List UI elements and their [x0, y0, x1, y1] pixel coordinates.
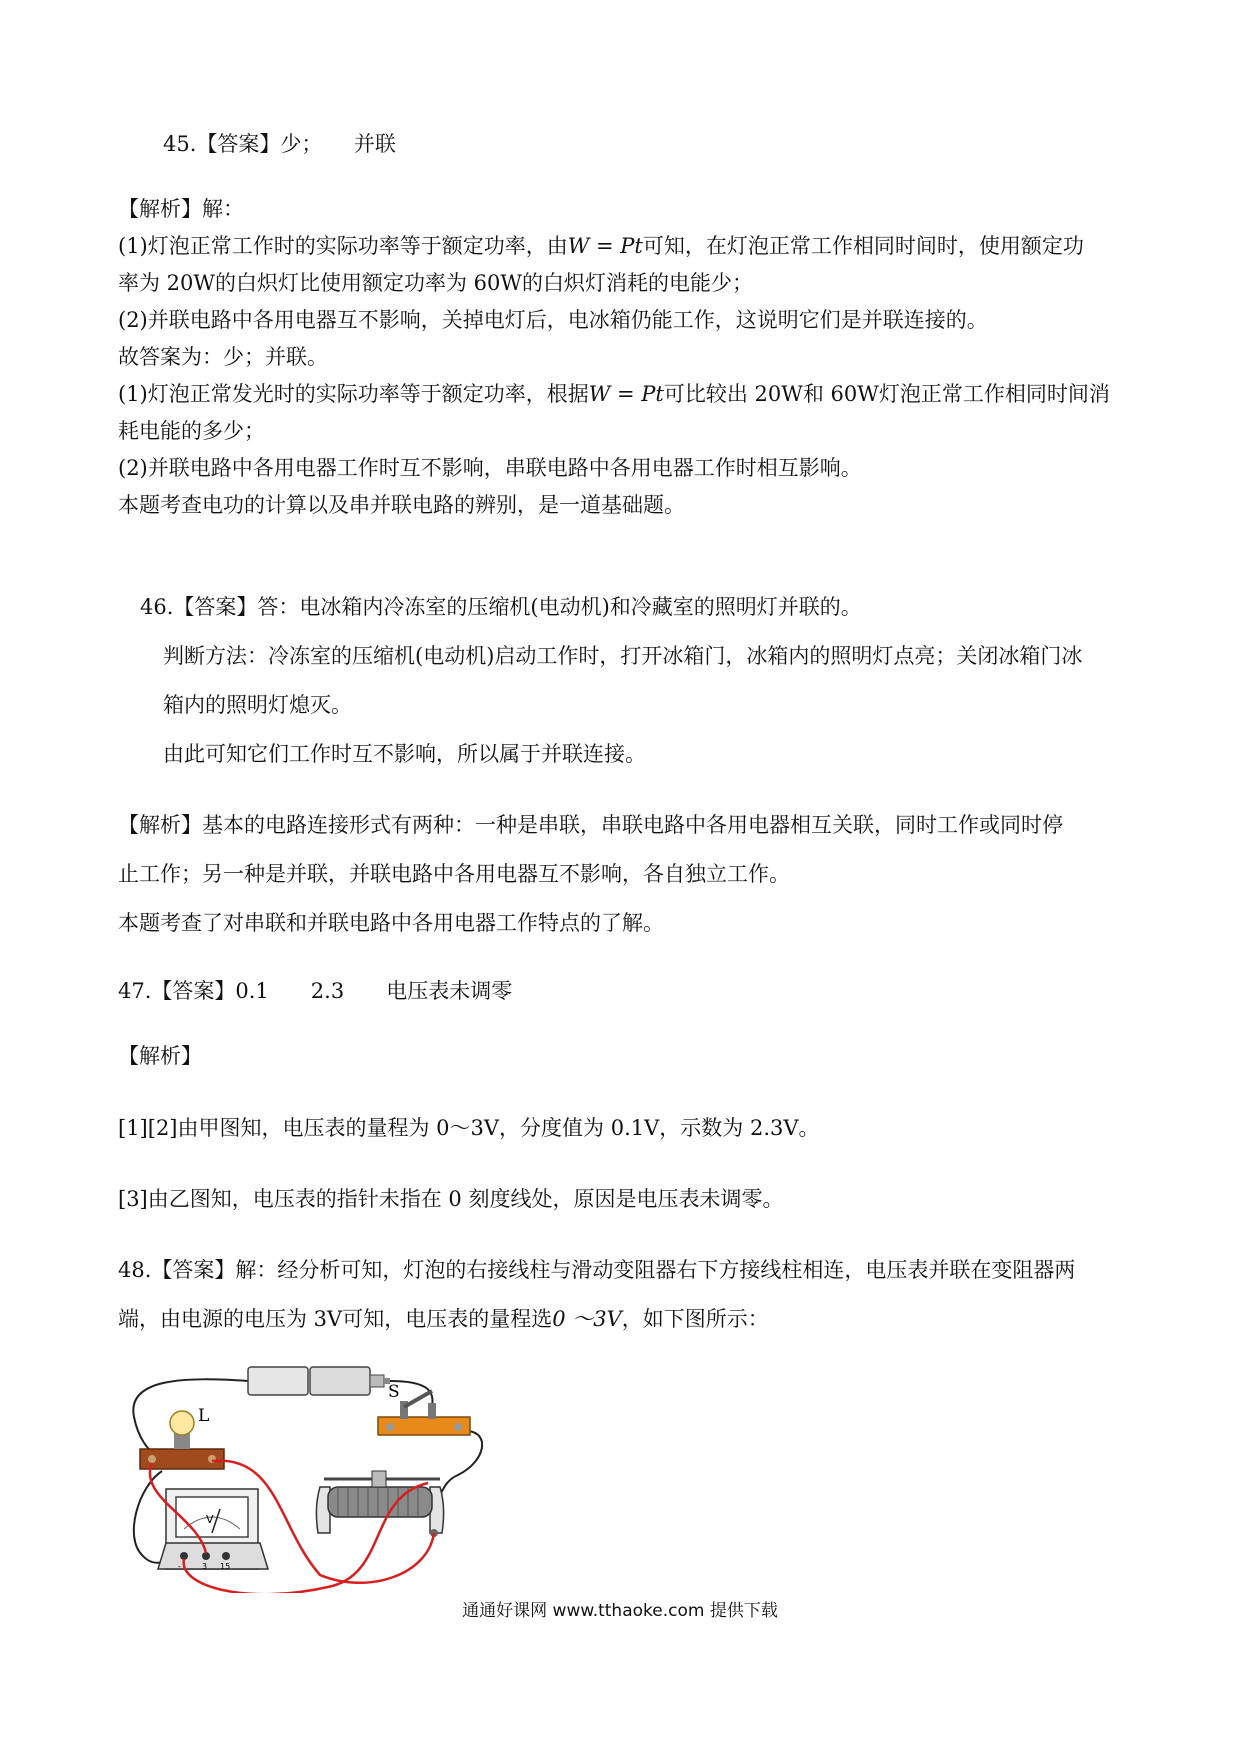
q48-line-2: 端，由电源的电压为 3V可知，电压表的量程选0 ～3V，如下图所示：: [118, 1307, 769, 1331]
lamp-label: L: [198, 1406, 210, 1426]
q47-answer: 47.【答案】0.1 2.3 电压表未调零: [118, 979, 513, 1003]
voltmeter-icon: [158, 1489, 268, 1569]
wire-switch-rheostat: [440, 1431, 482, 1495]
q46-analysis-2: 止工作；另一种是并联，并联电路中各用电器互不影响，各自独立工作。: [118, 862, 790, 886]
q46-answer: 46.【答案】答：电冰箱内冷冻室的压缩机(电动机)和冷藏室的照明灯并联的。: [140, 595, 862, 619]
q46-analysis-1: 【解析】基本的电路连接形式有两种：一种是串联，串联电路中各用电器相互关联，同时工作或同时停: [118, 813, 1063, 837]
q47-analysis-head: 【解析】: [118, 1044, 202, 1068]
q48-line-1: 48.【答案】解：经分析可知，灯泡的右接线柱与滑动变阻器右下方接线柱相连，电压表并联在变阻器两: [118, 1258, 1076, 1282]
q46-analysis-3: 本题考查了对串联和并联电路中各用电器工作特点的了解。: [118, 911, 664, 935]
q46-line-1: 判断方法：冷冻室的压缩机(电动机)启动工作时，打开冰箱门，冰箱内的照明灯点亮；关闭冰箱门冰: [163, 644, 1083, 668]
q45-answer: 45.【答案】少； 并联: [163, 132, 396, 156]
q47-line-1: [1][2]由甲图知，电压表的量程为 0～3V，分度值为 0.1V，示数为 2.3V。: [118, 1116, 820, 1140]
q45-line-3: (2)并联电路中各用电器互不影响，关掉电灯后，电冰箱仍能工作，这说明它们是并联连接的。: [118, 308, 988, 332]
switch-label: S: [388, 1382, 400, 1402]
q45-line-5: (1)灯泡正常发光时的实际功率等于额定功率，根据W = Pt可比较出 20W和 60W灯泡正常工作相同时间消: [118, 382, 1110, 406]
battery-icon: [248, 1367, 390, 1395]
terminal-label-15: 15: [220, 1562, 231, 1571]
q47-line-2: [3]由乙图知，电压表的指针未指在 0 刻度线处，原因是电压表未调零。: [118, 1187, 784, 1211]
q45-line-8: 本题考查电功的计算以及串并联电路的辨别，是一道基础题。: [118, 493, 685, 517]
lamp-icon: [140, 1411, 224, 1469]
q45-line-4: 故答案为：少；并联。: [118, 345, 328, 369]
meter-label: V: [206, 1513, 214, 1526]
circuit-figure: [128, 1337, 538, 1593]
q46-line-3: 由此可知它们工作时互不影响，所以属于并联连接。: [163, 742, 646, 766]
q46-line-2: 箱内的照明灯熄灭。: [163, 693, 352, 717]
q45-line-2: 率为 20W的白炽灯比使用额定功率为 60W的白炽灯消耗的电能少；: [118, 271, 753, 295]
rheostat-icon: [316, 1471, 443, 1537]
q45-line-7: (2)并联电路中各用电器工作时互不影响，串联电路中各用电器工作时相互影响。: [118, 456, 862, 480]
q45-analysis-head: 【解析】解：: [118, 197, 244, 221]
terminal-label-3: 3: [202, 1562, 208, 1571]
q45-line-1: (1)灯泡正常工作时的实际功率等于额定功率，由W = Pt可知，在灯泡正常工作相同时间时，使用额定功: [118, 234, 1084, 258]
q45-line-6: 耗电能的多少；: [118, 419, 265, 443]
footer-credit: 通通好课网 www.tthaoke.com 提供下载: [462, 1601, 778, 1621]
terminal-label-neg: -: [178, 1562, 181, 1571]
